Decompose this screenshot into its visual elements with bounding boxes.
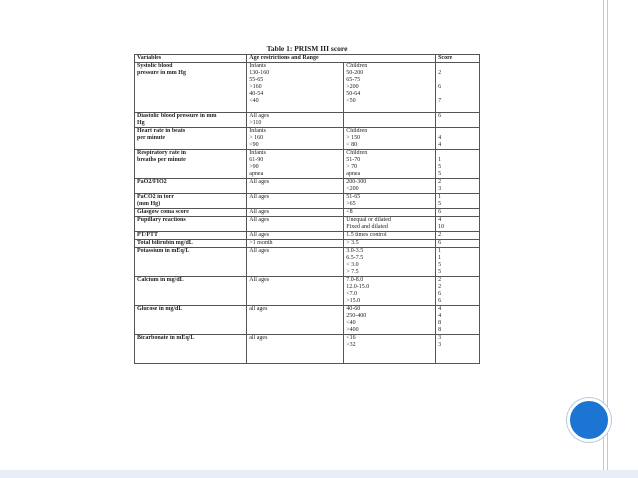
score-line: 3 (438, 186, 442, 192)
age-line: 40-54 (249, 91, 264, 97)
age-restriction-cell (247, 240, 344, 248)
range-line: 40-60 (346, 306, 361, 312)
variable-line: PT/PTT (137, 232, 159, 238)
range-cell (344, 306, 436, 335)
variable-line: Respiratory rate in (137, 150, 186, 156)
score-line: 4 (438, 313, 442, 319)
range-line: 200-300 (346, 179, 367, 185)
table-row (135, 277, 480, 306)
range-line: <8 (346, 209, 353, 215)
variable-line (137, 224, 244, 231)
age-line: > 160 (249, 135, 264, 141)
age-line (249, 291, 341, 298)
prism-score-table (134, 54, 480, 364)
score-line: 5 (438, 262, 442, 268)
score-line: 5 (438, 201, 442, 207)
table-row (135, 128, 480, 150)
variable-line: Systolic blood (137, 63, 173, 69)
table-row (135, 240, 480, 248)
variable-line: Hg (137, 120, 145, 126)
variable-line: per minute (137, 135, 166, 141)
range-line: 50-200 (346, 70, 364, 76)
range-line: > 7.5 (346, 269, 359, 275)
table-row (135, 113, 480, 128)
age-line (249, 255, 341, 262)
table-row (135, 209, 480, 217)
age-restriction-cell (247, 113, 344, 128)
age-restriction-cell (247, 209, 344, 217)
table-row (135, 335, 480, 364)
score-line: 8 (438, 320, 442, 326)
score-line: 6 (438, 240, 442, 246)
range-line: > 150 (346, 135, 361, 141)
range-line: 6.5-7.5 (346, 255, 364, 261)
score-line: 6 (438, 209, 442, 215)
score-cell (436, 248, 480, 277)
score-line: 4 (438, 142, 442, 148)
range-line: >400 (346, 327, 359, 333)
variable-line: PaCO2 in torr (137, 194, 174, 200)
age-restriction-cell (247, 232, 344, 240)
age-restriction-cell (247, 335, 344, 364)
range-line: <200 (346, 186, 359, 192)
variable-cell (135, 209, 247, 217)
age-restriction-cell (247, 248, 344, 277)
age-line (249, 224, 341, 231)
range-line: < 80 (346, 142, 358, 148)
range-line: Children (346, 150, 368, 156)
variable-cell (135, 306, 247, 335)
range-line: <40 (346, 320, 356, 326)
range-line: >65 (346, 201, 356, 207)
spacer-line (346, 105, 433, 112)
score-line: 6 (438, 113, 442, 119)
variable-cell (135, 113, 247, 128)
range-line (346, 113, 433, 120)
age-line (249, 327, 341, 334)
age-line (249, 186, 341, 193)
variable-line: Glasgow coma score (137, 209, 189, 215)
variable-cell (135, 63, 247, 113)
score-cell (436, 240, 480, 248)
score-line: 1 (438, 157, 442, 163)
score-line: 1 (438, 194, 442, 200)
variable-line: Diastolic blood pressure in mm (137, 113, 217, 119)
variable-cell (135, 150, 247, 179)
range-cell (344, 194, 436, 209)
slide-accent-circle (567, 398, 611, 442)
variable-cell (135, 240, 247, 248)
range-line: 250-400 (346, 313, 367, 319)
range-line: > 70 (346, 164, 358, 170)
table-row (135, 232, 480, 240)
range-cell (344, 240, 436, 248)
range-line: apnea (346, 171, 361, 177)
age-line (249, 201, 341, 208)
age-line: all ages (249, 335, 268, 341)
slide-bottom-bar (0, 470, 638, 478)
range-cell (344, 277, 436, 306)
range-line: > 3.5 (346, 240, 359, 246)
range-line: <50 (346, 98, 356, 104)
score-line: 2 (438, 179, 442, 185)
score-line (438, 120, 477, 127)
header-age-range: Age restrictions and Range (247, 55, 436, 63)
age-line: Infants (249, 150, 266, 156)
header-variables: Variables (135, 55, 247, 63)
range-line: 7.0-8.0 (346, 277, 364, 283)
score-line: 8 (438, 327, 442, 333)
table-row (135, 179, 480, 194)
age-line: All ages (249, 194, 270, 200)
range-line: >200 (346, 84, 359, 90)
spacer-line (249, 105, 341, 112)
age-line: >110 (249, 120, 262, 126)
score-line (438, 128, 477, 135)
score-line (438, 91, 477, 98)
score-line: 2 (438, 70, 442, 76)
score-line (438, 63, 477, 70)
table-row (135, 217, 480, 232)
age-line (249, 269, 341, 276)
range-line: 51-70 (346, 157, 361, 163)
score-line: 3 (438, 342, 442, 348)
range-line: 12.0-15.0 (346, 284, 370, 290)
score-line: 5 (438, 171, 442, 177)
range-line: 1.5 times control (346, 232, 387, 238)
spacer-line (249, 349, 341, 356)
age-line: 55-65 (249, 77, 264, 83)
variable-line: pressure in mm Hg (137, 70, 186, 76)
age-line: All ages (249, 232, 270, 238)
score-cell (436, 335, 480, 364)
age-line (249, 298, 341, 305)
score-cell (436, 232, 480, 240)
score-line: 5 (438, 164, 442, 170)
score-line: 3 (438, 335, 442, 341)
age-line (249, 342, 341, 349)
score-line: 1 (438, 248, 442, 254)
range-cell (344, 217, 436, 232)
age-line (249, 320, 341, 327)
variable-line: (mm Hg) (137, 201, 161, 207)
age-restriction-cell (247, 179, 344, 194)
variable-cell (135, 277, 247, 306)
variable-line (137, 186, 244, 193)
table-row (135, 194, 480, 209)
variable-cell (135, 217, 247, 232)
spacer-line (249, 356, 341, 363)
range-line: < 3.0 (346, 262, 359, 268)
score-line: 4 (438, 135, 442, 141)
variable-line: Heart rate in beats (137, 128, 186, 134)
range-cell (344, 113, 436, 128)
score-line: 4 (438, 217, 442, 223)
range-cell (344, 232, 436, 240)
score-line: 6 (438, 298, 442, 304)
table-row (135, 63, 480, 113)
age-line: >90 (249, 164, 259, 170)
variable-line: PaO2/FIO2 (137, 179, 167, 185)
age-line: Infants (249, 63, 266, 69)
range-cell (344, 150, 436, 179)
age-line: All ages (249, 179, 270, 185)
variable-line: Total bilirubin mg/dL (137, 240, 193, 246)
age-restriction-cell (247, 150, 344, 179)
age-line: >1 month (249, 240, 273, 246)
age-line: All ages (249, 113, 270, 119)
variable-cell (135, 232, 247, 240)
variable-line: Pupillary reactions (137, 217, 186, 223)
table-title: Table 1: PRISM III score (266, 44, 348, 53)
age-line: All ages (249, 209, 270, 215)
score-cell (436, 209, 480, 217)
score-line (438, 150, 477, 157)
age-line: <90 (249, 142, 259, 148)
variable-cell (135, 194, 247, 209)
range-line: 50-64 (346, 91, 361, 97)
score-line: 6 (438, 291, 442, 297)
variable-cell (135, 179, 247, 194)
age-line: All ages (249, 248, 270, 254)
range-line: 3.0-3.5 (346, 248, 364, 254)
age-line: Infants (249, 128, 266, 134)
variable-line: Calcium in mg/dL (137, 277, 184, 283)
age-line: apnea (249, 171, 264, 177)
age-line: 130-160 (249, 70, 270, 76)
age-restriction-cell (247, 217, 344, 232)
score-cell (436, 217, 480, 232)
table-row (135, 248, 480, 277)
age-restriction-cell (247, 306, 344, 335)
age-restriction-cell (247, 277, 344, 306)
score-line: 5 (438, 269, 442, 275)
range-line (346, 120, 433, 127)
score-line: 10 (438, 224, 445, 230)
variable-line: Glucose in mg/dL (137, 306, 183, 312)
table-row (135, 306, 480, 335)
variable-line: breaths per minute (137, 157, 186, 163)
range-cell (344, 209, 436, 217)
age-line: <40 (249, 98, 259, 104)
age-line (249, 262, 341, 269)
score-line: 2 (438, 284, 442, 290)
range-line: <7.0 (346, 291, 358, 297)
score-cell (436, 194, 480, 209)
range-cell (344, 248, 436, 277)
variable-cell (135, 248, 247, 277)
range-cell (344, 335, 436, 364)
age-restriction-cell (247, 128, 344, 150)
score-cell (436, 277, 480, 306)
range-cell (344, 63, 436, 113)
score-cell (436, 63, 480, 113)
score-cell (436, 306, 480, 335)
score-cell (436, 150, 480, 179)
range-cell (344, 128, 436, 150)
score-line: 1 (438, 255, 442, 261)
spacer-line (346, 356, 433, 363)
score-cell (436, 113, 480, 128)
score-line: 4 (438, 306, 442, 312)
header-score: Score (436, 55, 480, 63)
range-line: 51-65 (346, 194, 361, 200)
range-line: Children (346, 128, 368, 134)
age-line: 61-90 (249, 157, 264, 163)
score-line: 2 (438, 232, 442, 238)
score-line: 2 (438, 277, 442, 283)
slide-decoration-line (607, 0, 608, 478)
table-row (135, 150, 480, 179)
variable-cell (135, 128, 247, 150)
score-line (438, 77, 477, 84)
range-line: >32 (346, 342, 356, 348)
range-line: Unequal or dilated (346, 217, 391, 223)
spacer-line (346, 349, 433, 356)
score-line: 7 (438, 98, 442, 104)
range-line: Children (346, 63, 368, 69)
age-line (249, 313, 341, 320)
age-line: all ages (249, 306, 268, 312)
age-line: All ages (249, 217, 270, 223)
range-line: Fixed and dilated (346, 224, 388, 230)
document-page (134, 44, 480, 364)
variable-line: Bicarbonate in mEq/L (137, 335, 195, 341)
age-line (249, 284, 341, 291)
age-restriction-cell (247, 63, 344, 113)
score-line: 6 (438, 84, 442, 90)
age-line: >160 (249, 84, 262, 90)
range-cell (344, 179, 436, 194)
score-cell (436, 179, 480, 194)
variable-line: Potassium in mEq/L (137, 248, 190, 254)
variable-cell (135, 335, 247, 364)
range-line: 65-75 (346, 77, 361, 83)
table-header-row (135, 55, 480, 63)
score-cell (436, 128, 480, 150)
age-line: All ages (249, 277, 270, 283)
range-line: >15.0 (346, 298, 361, 304)
age-restriction-cell (247, 194, 344, 209)
range-line: <16 (346, 335, 356, 341)
table-body (135, 63, 480, 364)
